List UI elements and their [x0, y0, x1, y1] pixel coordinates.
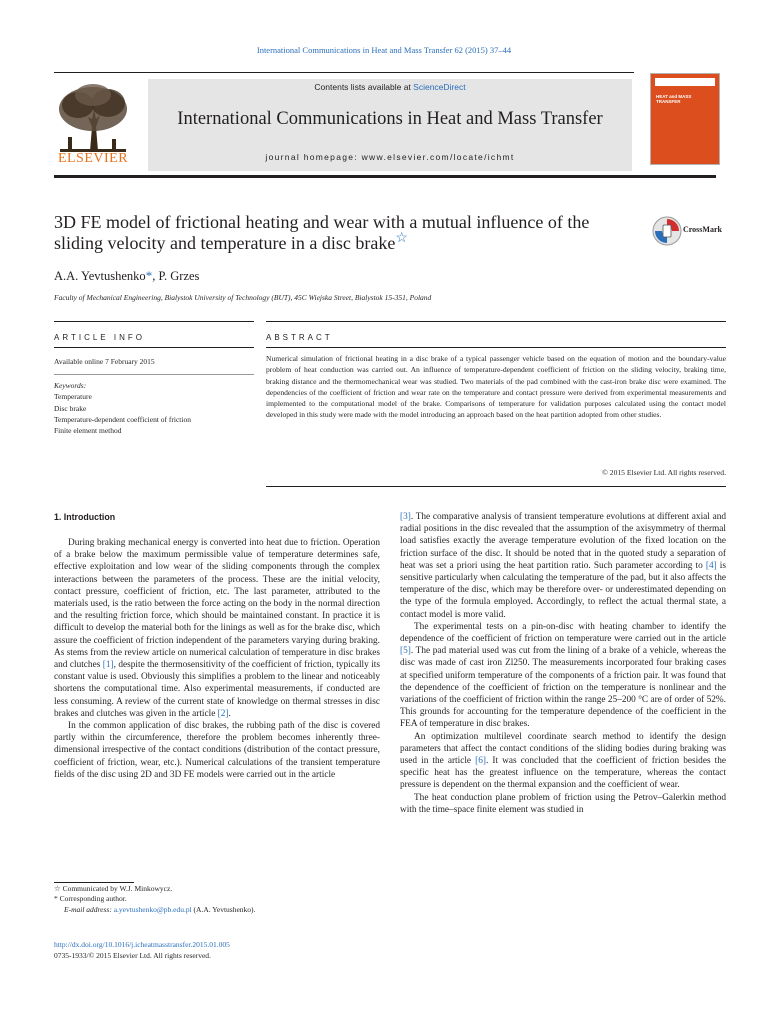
- affiliation: Faculty of Mechanical Engineering, Bialystok University of Technology (BUT), 45C Wiejska Street, Bialystok 15-351, Poland: [54, 293, 432, 302]
- paragraph: [400, 511, 726, 621]
- issn-line: 0735-1933/© 2015 Elsevier Ltd. All rights reserved.: [54, 950, 211, 960]
- text-run: An optimization multilevel coordinate search method to identify the design parameters that affect the contact conditions of the sliding bodies during braking was used in the article: [400, 731, 726, 767]
- paragraph: The heat conduction plane problem of friction using the Petrov–Galerkin method with the time–space finite element was studied in: [400, 792, 726, 815]
- author-2: P. Grzes: [158, 269, 200, 283]
- doi-link[interactable]: http://dx.doi.org/10.1016/j.icheatmasstransfer.2015.01.005: [54, 940, 230, 949]
- author-separator: ,: [152, 269, 159, 283]
- citation-link-6[interactable]: [6]: [475, 756, 486, 767]
- email-label: E-mail address:: [64, 904, 114, 914]
- contents-prefix: Contents lists available at: [314, 82, 414, 92]
- citation-link-5[interactable]: [5]: [400, 646, 411, 657]
- body-column-right: [400, 511, 726, 816]
- banner-bottom-rule: [54, 175, 716, 178]
- abstract-top-rule: [266, 321, 726, 322]
- article-info-heading: ARTICLE INFO: [54, 333, 145, 342]
- citation-link-2[interactable]: [2]: [217, 708, 229, 719]
- keyword-item: Temperature: [54, 392, 92, 402]
- text-run: . It was concluded that the coefficient of friction besides the specific heat has the greatest influence on the temperature, whereas the contact pressure is dependent on the thermal expansion and the coefficient of wear.: [400, 756, 726, 791]
- email-suffix: (A.A. Yevtushenko).: [191, 904, 256, 914]
- text-run: is sensitive particularly when calculating the temperature of the pad, but it also affects the temperature of the disc, which may be therefore over- or underestimated depending on the type of the formula employed. Accordingly, to reflect the actual thermal state, a contact model is more valid.: [400, 560, 726, 620]
- citation-link-3[interactable]: [3]: [400, 512, 411, 522]
- keyword-item: Finite element method: [54, 426, 122, 436]
- abstract-text: Numerical simulation of frictional heating in a disc brake of a typical passenger vehicle based on the equation of motion and the boundary-value problem of heat conduction was carried out. An influence of temperature-dependent coefficient of friction on the sliding velocity, braking time, braking distance and the thermomechanical wear was studied. Two materials of the pad combined with the cast-iron brake disc were examined. The dependencies of the coefficient of friction and wear rate on the temperature and contact pressure were derived from experimental measurements and implemented to the computational model of the brake. Comparisons of temperature for validation purposes calculated using the contact model developed in this study were made with the model introducing an approach based on the heat partition adopted from other studies.: [266, 354, 726, 420]
- elsevier-tree-logo: [54, 79, 132, 169]
- body-column-left: [54, 537, 380, 781]
- contents-line: [148, 82, 632, 92]
- crossmark-icon: [652, 216, 682, 246]
- journal-homepage[interactable]: journal homepage: www.elsevier.com/locate/ichmt: [265, 152, 515, 162]
- article-title: [54, 212, 634, 254]
- info-mid-rule: [54, 347, 254, 348]
- keyword-item: Temperature-dependent coefficient of friction: [54, 414, 191, 424]
- corresponding-author-mark[interactable]: *: [145, 268, 153, 283]
- section-heading-introduction: 1. Introduction: [54, 512, 116, 522]
- keywords-label: Keywords:: [54, 381, 87, 390]
- journal-citation[interactable]: International Communications in Heat and Mass Transfer 62 (2015) 37–44: [256, 45, 512, 55]
- elsevier-wordmark: ELSEVIER: [57, 151, 129, 166]
- citation-link-4[interactable]: [4]: [705, 560, 717, 571]
- banner-top-rule: [54, 72, 634, 73]
- title-footnote-star[interactable]: ☆: [395, 231, 408, 246]
- available-online: Available online 7 February 2015: [54, 357, 155, 366]
- sciencedirect-link[interactable]: ScienceDirect: [413, 82, 466, 92]
- footnote-email: [54, 905, 255, 915]
- text-run: The experimental tests on a pin-on-disc with heating chamber to identify the dependence of the coefficient of friction on temperature were carried out in the article: [400, 621, 726, 645]
- text-run: , despite the thermosensitivity of the coefficient of friction, typically its constant value is used. Obviously this simplifies a problem to the linear and noticeably shortens the computational time. Also experimental measurements, if conducted are less consuming. A review of the current state of knowledge on thermal stresses in disc brakes and clutches was given in the article: [54, 660, 380, 719]
- paragraph: In the common application of disc brakes, the rubbing path of the disc is covered partly within the circumference, therefore the problem becomes inherently three-dimensional irrespective of the contact conditions (distribution of the contact pressure, coefficient of friction, wear, etc.). Numerical calculations of the transient temperature fields of the disc using 2D and 3D FE models were carried out in the article: [54, 721, 380, 780]
- keywords-rule: [54, 374, 254, 375]
- footnote-rule: [54, 882, 134, 883]
- title-line-1: 3D FE model of frictional heating and wear with a mutual influence of the: [54, 212, 590, 232]
- text-run: . The comparative analysis of transient temperature evolutions at different axial and radial positions in the disc revealed that the assumption of the axisymmetry of thermal load satisfies exactly the average temperature evolution of the fixed location on the friction surface of the disc. It should be noted that in the quoted study a separation of heat was set a priori using the heat partition ratio. Such parameter according to: [400, 512, 726, 571]
- cover-title: HEAT and MASS TRANSFER: [656, 94, 692, 104]
- title-line-2: sliding velocity and temperature in a disc brake: [54, 233, 396, 253]
- text-run: .: [228, 708, 231, 719]
- info-top-rule: [54, 321, 254, 322]
- footnote-corresponding: * Corresponding author.: [54, 894, 127, 904]
- crossmark-badge[interactable]: [652, 216, 724, 246]
- citation-link-1[interactable]: [1]: [102, 660, 114, 671]
- author-1: A.A. Yevtushenko: [54, 269, 146, 283]
- text-run: During braking mechanical energy is converted into heat due to friction. Operation of a brake below the maximum permissible value of temperature determines safe, effective exploitation and low wear of the sliding components through the complex interactions between the parameters of the process. These are the initial velocity, contact pressure, coefficient of friction, etc. The last parameter, attributed to the materials used, is the ratio between the force acting on the body in the normal direction and the resulting friction force, which should be maintained constant. In practice it is difficult to develop the material both for the linings as well as for the brake disc, which assure the coefficient of friction independent of the parameters varying during braking. As stems from the review article on numerical calculation of temperature in disc brakes and clutches: [54, 538, 380, 671]
- journal-cover-thumbnail[interactable]: [650, 73, 720, 165]
- doi-block: [54, 940, 230, 961]
- footnotes: [54, 884, 255, 915]
- abstract-copyright: © 2015 Elsevier Ltd. All rights reserved.: [602, 468, 726, 477]
- paragraph: [54, 537, 380, 720]
- keywords-block: [54, 380, 191, 436]
- journal-info-box: [148, 79, 632, 171]
- author-list: [54, 268, 199, 284]
- keyword-item: Disc brake: [54, 403, 87, 413]
- text-run: . The pad material used was cut from the lining of a brake of a vehicle, whereas the disc was made of cast iron Zl250. The measurements incorporated four braking cases at specified uniform temperature of the components of a friction pair. It was found that the dependence of the coefficient of friction on the temperature is nonlinear and the variations of the coefficient of friction within the range 25–200 °C are of order of 52%. This grounds for accounting for the temperature dependence of the coefficient in the FEA of temperature in disc brakes.: [400, 646, 726, 730]
- footnote-communicated: ☆ Communicated by W.J. Minkowycz.: [54, 884, 173, 893]
- abstract-bottom-rule: [266, 486, 726, 487]
- email-link[interactable]: a.yevtushenko@pb.edu.pl: [113, 904, 192, 914]
- abstract-mid-rule: [266, 347, 726, 348]
- crossmark-label: CrossMark: [683, 225, 722, 234]
- journal-name: International Communications in Heat and Mass Transfer: [177, 109, 603, 129]
- journal-banner: [54, 79, 716, 171]
- paragraph: [400, 731, 726, 792]
- paragraph: [400, 621, 726, 731]
- abstract-heading: ABSTRACT: [266, 333, 333, 342]
